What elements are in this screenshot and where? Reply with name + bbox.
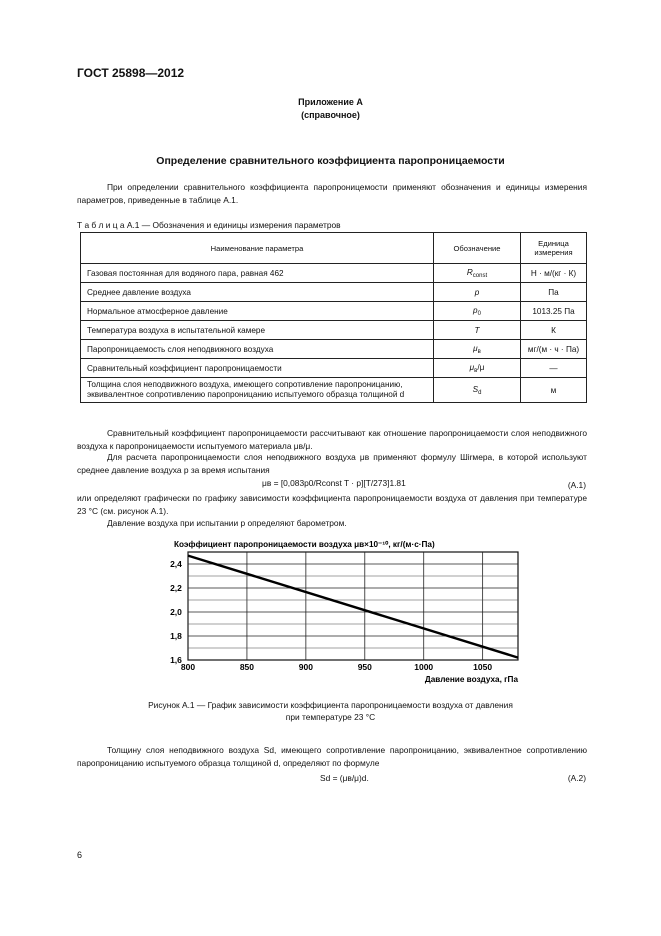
section-title: Определение сравнительного коэффициента паропроницаемости (156, 155, 505, 167)
appendix-title: Приложение А (298, 97, 363, 107)
param-symbol-main: T (474, 325, 480, 335)
param-symbol-main: μ (473, 343, 478, 353)
table-row (81, 264, 587, 283)
param-symbol (434, 359, 521, 378)
paragraph-ratio: Сравнительный коэффициент паропроницаемости рассчитывают как отношение паропроницаемости слоя неподвижного воздуха к паропроницаемости испытуемого материала μв/μ. (77, 428, 587, 451)
table-row (81, 359, 587, 378)
param-unit: м (521, 378, 587, 403)
chart-x-tick-label: 800 (180, 662, 196, 672)
chart-x-tick-label: 1000 (414, 662, 434, 672)
intro-paragraph: При определении сравнительного коэффициента паропроницемости применяют обозначения и единицы измерения параметров, приведенные в таблице А.1. (77, 182, 587, 205)
param-symbol-main: p (474, 287, 480, 297)
paragraph-thickness: Толщину слоя неподвижного воздуха Sd, имеющего сопротивление паропроницанию, эквивалентное сопротивлению паропроницанию испытуемого образца толщиной d, определяют по формуле (77, 745, 587, 768)
table-row (81, 378, 587, 403)
param-symbol-main: R (466, 267, 473, 277)
chart-x-tick-label: 950 (357, 662, 372, 672)
table-row (81, 302, 587, 321)
table-header-row (81, 233, 587, 264)
param-unit: мг/(м · ч · Па) (521, 340, 587, 359)
param-name: Нормальное атмосферное давление (81, 302, 434, 321)
standard-header: ГОСТ 25898—2012 (77, 66, 185, 80)
page-number: 6 (77, 850, 83, 860)
param-symbol-subscript: d (478, 389, 482, 396)
param-unit: К (521, 321, 587, 340)
table-caption: Т а б л и ц а А.1 — Обозначения и единицы измерения параметров (77, 220, 341, 230)
param-symbol (434, 321, 521, 340)
chart-series-line (188, 556, 518, 658)
figure-caption-line1: Рисунок А.1 — График зависимости коэффициента паропроницаемости воздуха от давления (148, 700, 513, 710)
param-symbol (434, 378, 521, 403)
chart-title: Коэффициент паропроницаемости воздуха μв×10⁻¹⁰, кг/(м·с·Па) (174, 540, 435, 549)
table-row (81, 321, 587, 340)
param-unit: Па (521, 283, 587, 302)
formula-a1: μв = [0,083p0/Rconst T · p][T/273]1.81 (262, 478, 406, 488)
param-symbol (434, 340, 521, 359)
chart-y-tick-label: 2,4 (170, 559, 182, 569)
chart-x-tick-label: 1050 (473, 662, 493, 672)
param-symbol-subscript: в (474, 367, 478, 374)
appendix-subtitle: (справочное) (301, 110, 360, 120)
formula-a2: Sd = (μв/μ)d. (320, 773, 369, 783)
chart-y-tick-label: 2,2 (170, 583, 182, 593)
param-name: Газовая постоянная для водяного пара, равная 462 (81, 264, 434, 283)
formula-a2-number: (А.2) (567, 773, 586, 783)
chart-y-tick-label: 2,0 (170, 607, 182, 617)
param-symbol-subscript: const (472, 272, 488, 279)
table-row (81, 340, 587, 359)
param-symbol (434, 264, 521, 283)
param-symbol-main: S (472, 384, 479, 394)
chart-y-tick-label: 1,8 (170, 631, 182, 641)
param-symbol-subscript: 0 (477, 310, 481, 317)
paragraph-barometer: Давление воздуха при испытании p определяют барометром. (107, 518, 347, 528)
param-name: Толщина слоя неподвижного воздуха, имеющего сопротивление паропроницанию, эквивалентное сопротивлению паропроницанию испытуемого образца толщиной d (81, 378, 434, 403)
chart-y-tick-label: 1,6 (170, 655, 182, 665)
chart-x-tick-label: 850 (239, 662, 255, 672)
parameters-table (80, 232, 587, 403)
param-symbol (434, 283, 521, 302)
param-name: Сравнительный коэффициент паропроницаемости (81, 359, 434, 378)
table-header-name: Наименование параметра (81, 233, 434, 264)
figure-caption-line2: при температуре 23 °С (285, 712, 376, 722)
table-row (81, 283, 587, 302)
param-unit: Н · м/(кг · К) (521, 264, 587, 283)
param-unit: 1013.25 Па (521, 302, 587, 321)
param-unit: — (521, 359, 587, 378)
table-header-unit: Единица измерения (521, 233, 587, 264)
table-body (81, 264, 587, 403)
chart-x-axis-label: Давление воздуха, гПа (424, 675, 518, 684)
param-name: Среднее давление воздуха (81, 283, 434, 302)
param-symbol (434, 302, 521, 321)
paragraph-formula-intro (77, 451, 587, 477)
paragraph-formula-intro-text: Для расчета паропроницаемости слоя неподвижного воздуха μв применяют формулу Шirмера, в которой используют среднее давление воздуха p за время испытания (77, 452, 587, 475)
param-symbol-subscript: в (477, 348, 481, 355)
param-symbol-main: p (473, 305, 478, 315)
param-symbol-tail: /μ (477, 362, 485, 372)
formula-a1-number: (А.1) (567, 480, 586, 490)
paragraph-graph-ref: или определяют графически по графику зависимости коэффициента паропроницаемости воздуха от давления при температуре 23 °С (см. рисунок А.1). (77, 493, 587, 516)
param-symbol-main: μ (469, 362, 475, 372)
pressure-chart (150, 534, 530, 694)
param-name: Температура воздуха в испытательной камере (81, 321, 434, 340)
table-header-symbol: Обозначение (434, 233, 521, 264)
param-name: Паропроницаемость слоя неподвижного воздуха (81, 340, 434, 359)
chart-x-tick-label: 900 (298, 662, 313, 672)
